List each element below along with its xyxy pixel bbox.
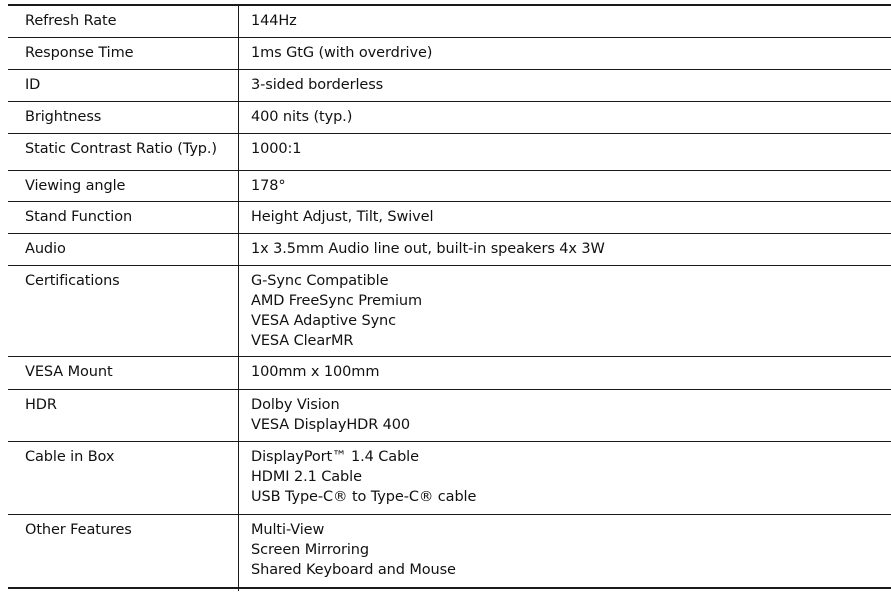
- spec-value-stand-function: [239, 202, 891, 233]
- spec-label-certifications: Certifications: [8, 266, 239, 356]
- table-row: [8, 171, 891, 202]
- spec-value-line: Dolby Vision: [251, 397, 340, 413]
- spec-label-audio: Audio: [8, 234, 239, 265]
- table-row: [8, 102, 891, 134]
- spec-label-refresh-rate: Refresh Rate: [8, 6, 239, 37]
- spec-value-line: G-Sync Compatible: [251, 273, 389, 289]
- spec-value-line: 144Hz: [251, 13, 297, 29]
- spec-label-vesa-mount: VESA Mount: [8, 357, 239, 389]
- spec-value-refresh-rate: [239, 6, 891, 37]
- spec-label-cable-in-box: Cable in Box: [8, 442, 239, 514]
- spec-value-line: VESA Adaptive Sync: [251, 313, 397, 329]
- spec-value-id: [239, 70, 891, 101]
- spec-table: [8, 4, 891, 589]
- table-row: [8, 515, 891, 591]
- table-row: [8, 390, 891, 442]
- spec-label-static-contrast-ratio: Static Contrast Ratio (Typ.): [8, 134, 239, 170]
- table-row: [8, 38, 891, 70]
- spec-value-line: 100mm x 100mm: [251, 364, 380, 380]
- spec-value-line: HDMI 2.1 Cable: [251, 469, 362, 485]
- spec-value-brightness: [239, 102, 891, 133]
- spec-value-other-features: [239, 515, 891, 591]
- spec-value-line: 3-sided borderless: [251, 77, 384, 93]
- spec-label-viewing-angle: Viewing angle: [8, 171, 239, 201]
- spec-value-line: USB Type-C® to Type-C® cable: [251, 489, 477, 505]
- spec-value-line: VESA ClearMR: [251, 333, 354, 349]
- table-row: [8, 266, 891, 357]
- spec-value-line: 1x 3.5mm Audio line out, built-in speakers 4x 3W: [251, 241, 605, 257]
- spec-value-line: 400 nits (typ.): [251, 109, 353, 125]
- spec-label-brightness: Brightness: [8, 102, 239, 133]
- spec-value-line: Multi-View: [251, 522, 325, 538]
- spec-value-line: Height Adjust, Tilt, Swivel: [251, 209, 434, 225]
- spec-value-line: DisplayPort™ 1.4 Cable: [251, 449, 419, 465]
- spec-value-line: Shared Keyboard and Mouse: [251, 562, 456, 578]
- spec-value-vesa-mount: [239, 357, 891, 389]
- spec-value-line: 1ms GtG (with overdrive): [251, 45, 433, 61]
- table-row: [8, 442, 891, 515]
- spec-value-response-time: [239, 38, 891, 69]
- table-row: [8, 234, 891, 266]
- spec-label-id: ID: [8, 70, 239, 101]
- spec-value-line: 178°: [251, 178, 286, 194]
- spec-label-response-time: Response Time: [8, 38, 239, 69]
- spec-value-static-contrast-ratio: [239, 134, 891, 170]
- spec-label-hdr: HDR: [8, 390, 239, 441]
- spec-value-line: VESA DisplayHDR 400: [251, 417, 411, 433]
- spec-value-audio: [239, 234, 891, 265]
- table-row: [8, 134, 891, 171]
- spec-value-viewing-angle: [239, 171, 891, 201]
- spec-value-hdr: [239, 390, 891, 441]
- table-row: [8, 202, 891, 234]
- spec-value-cable-in-box: [239, 442, 891, 514]
- spec-value-certifications: [239, 266, 891, 356]
- spec-value-line: 1000:1: [251, 141, 302, 157]
- table-row: [8, 6, 891, 38]
- spec-label-other-features: Other Features: [8, 515, 239, 591]
- spec-label-stand-function: Stand Function: [8, 202, 239, 233]
- table-row: [8, 70, 891, 102]
- spec-value-line: AMD FreeSync Premium: [251, 293, 423, 309]
- table-row: [8, 357, 891, 390]
- spec-value-line: Screen Mirroring: [251, 542, 370, 558]
